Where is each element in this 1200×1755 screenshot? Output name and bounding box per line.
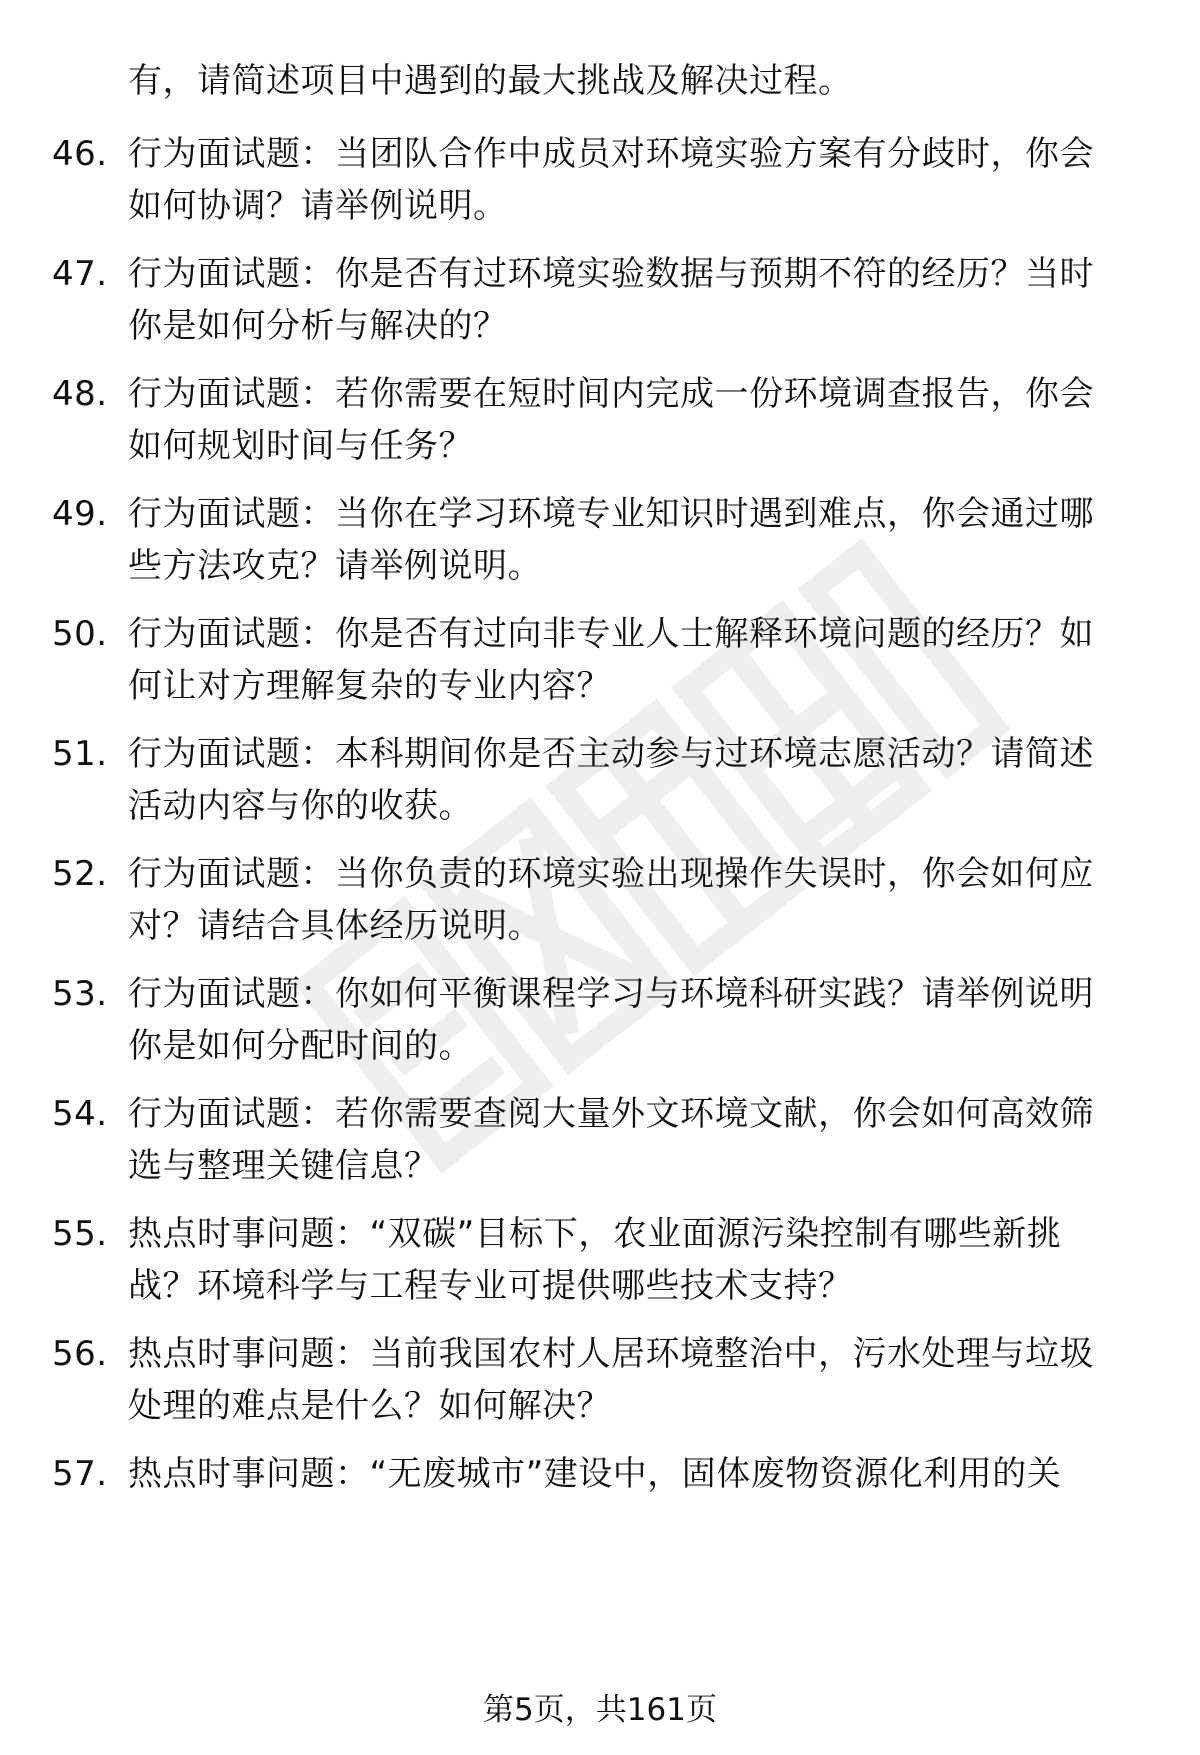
item-number: 46. [52, 134, 108, 174]
item-number: 47. [52, 254, 108, 294]
item-text-line: 处理的难点是什么？如何解决？ [128, 1386, 611, 1426]
continued-question-text: 有，请简述项目中遇到的最大挑战及解决过程。 [128, 61, 853, 101]
item-text-line: 行为面试题：当团队合作中成员对环境实验方案有分歧时，你会 [128, 134, 1094, 174]
item-number: 55. [52, 1214, 108, 1254]
item-text [128, 488, 1138, 592]
item-number: 50. [52, 614, 108, 654]
item-text [128, 608, 1138, 712]
item-text [128, 1448, 1138, 1500]
item-text-line: 战？环境科学与工程专业可提供哪些技术支持？ [128, 1266, 853, 1306]
item-text-line: 热点时事问题：“无废城市”建设中，固体废物资源化利用的关 [128, 1454, 1062, 1494]
item-number: 54. [52, 1094, 108, 1134]
item-text [128, 368, 1138, 472]
item-number: 56. [52, 1334, 108, 1374]
item-text-line: 热点时事问题：“双碳”目标下，农业面源污染控制有哪些新挑 [128, 1214, 1062, 1254]
page-footer: 第5页，共161页 [483, 1692, 717, 1728]
item-text-line: 行为面试题：你是否有过向非专业人士解释环境问题的经历？如 [128, 614, 1094, 654]
item-text-line: 何让对方理解复杂的专业内容？ [128, 666, 611, 706]
item-number: 49. [52, 494, 108, 534]
item-number: 51. [52, 734, 108, 774]
item-text [128, 248, 1138, 352]
item-text-line: 行为面试题：本科期间你是否主动参与过环境志愿活动？请简述 [128, 734, 1094, 774]
item-text-line: 如何协调？请举例说明。 [128, 186, 508, 226]
item-text-line: 行为面试题：你是否有过环境实验数据与预期不符的经历？当时 [128, 254, 1094, 294]
item-text-line: 如何规划时间与任务？ [128, 426, 473, 466]
item-text-line: 些方法攻克？请举例说明。 [128, 546, 542, 586]
item-text [128, 728, 1138, 832]
item-text [128, 968, 1138, 1072]
item-number: 48. [52, 374, 108, 414]
item-number: 52. [52, 854, 108, 894]
item-text-line: 对？请结合具体经历说明。 [128, 906, 542, 946]
item-text-line: 你是如何分析与解决的？ [128, 306, 508, 346]
item-text-line: 活动内容与你的收获。 [128, 786, 473, 826]
item-text-line: 行为面试题：当你在学习环境专业知识时遇到难点，你会通过哪 [128, 494, 1094, 534]
item-text-line: 热点时事问题：当前我国农村人居环境整治中，污水处理与垃圾 [128, 1334, 1094, 1374]
item-text-line: 你是如何分配时间的。 [128, 1026, 473, 1066]
item-text [128, 128, 1138, 232]
item-text [128, 848, 1138, 952]
item-text-line: 行为面试题：若你需要查阅大量外文环境文献，你会如何高效筛 [128, 1094, 1094, 1134]
item-text-line: 选与整理关键信息？ [128, 1146, 439, 1186]
item-text [128, 1088, 1138, 1192]
item-text-line: 行为面试题：若你需要在短时间内完成一份环境调查报告，你会 [128, 374, 1094, 414]
item-number: 57. [52, 1454, 108, 1494]
item-number: 53. [52, 974, 108, 1014]
item-text [128, 1328, 1138, 1432]
item-text-line: 行为面试题：你如何平衡课程学习与环境科研实践？请举例说明 [128, 974, 1094, 1014]
item-text [128, 1208, 1138, 1312]
item-text-line: 行为面试题：当你负责的环境实验出现操作失误时，你会如何应 [128, 854, 1094, 894]
